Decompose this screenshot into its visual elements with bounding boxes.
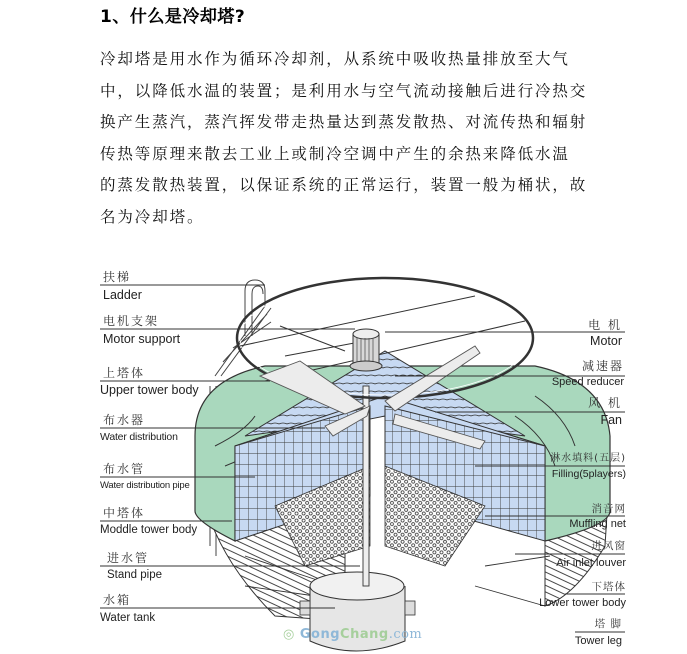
label-water-distribution-cn: 布水器 [103,413,146,427]
label-muffling-net-cn: 消音网 [591,503,626,515]
label-lower-tower-en: Lower tower body [539,597,626,609]
intro-paragraph [100,44,588,233]
label-middle-tower-en: Moddle tower body [100,524,198,536]
label-distribution-pipe-cn: 布水管 [103,462,146,476]
label-stand-pipe-en: Stand pipe [107,569,162,581]
label-motor-support-cn: 电机支架 [103,314,160,328]
label-tower-leg-cn: 塔 脚 [594,618,622,630]
label-motor-en: Motor [590,334,622,348]
label-upper-tower-en: Upper tower body [100,383,199,397]
label-upper-tower-cn: 上塔体 [103,366,146,380]
label-air-inlet-cn: 进风窗 [591,540,626,552]
label-fan-cn: 风 机 [588,396,622,410]
label-water-tank-en: Water tank [100,612,156,624]
label-filling-en: Filling(5players) [551,468,626,480]
watermark-logo-icon: ◎ [283,627,295,642]
paragraph-line: 中，以降低水温的装置；是利用水与空气流动接触后进行冷热交 [100,81,588,100]
paragraph-line: 换产生蒸汽，蒸汽挥发带走热量达到蒸发散热、对流传热和辐射 [100,113,588,131]
watermark: ◎ GongChang.com [283,627,423,642]
motor-icon [350,329,382,371]
label-fan-en: Fan [600,413,622,427]
label-water-tank-cn: 水箱 [103,593,132,607]
cooling-tower-diagram [95,266,640,654]
section-heading: 1、什么是冷却塔? [100,7,246,27]
label-ladder-cn: 扶梯 [103,270,132,284]
paragraph-line: 名为冷却塔。 [100,207,205,226]
label-lower-tower-cn: 下塔体 [591,581,626,593]
label-speed-reducer-cn: 减速器 [581,359,624,373]
label-stand-pipe-cn: 进水管 [107,551,150,565]
label-motor-cn: 电 机 [588,318,622,332]
label-distribution-pipe-en: Water distribution pipe [100,480,190,491]
label-speed-reducer-en: Speed reducer [551,376,624,388]
label-ladder-en: Ladder [103,288,142,302]
paragraph-line: 的蒸发散热装置，以保证系统的正常运行，装置一般为桶状，故 [100,176,588,194]
label-middle-tower-cn: 中塔体 [103,506,146,520]
label-filling-cn: 淋水填料(五层) [550,453,626,464]
paragraph-line: 传热等原理来散去工业上或制冷空调中产生的余热来降低水温 [100,144,570,163]
paragraph-line: 冷却塔是用水作为循环冷却剂，从系统中吸收热量排放至大气 [100,50,570,68]
label-air-inlet-en: Air inlet louver [556,557,626,569]
label-tower-leg-en: Tower leg [574,635,622,647]
label-water-distribution-en: Water distribution [100,431,178,443]
label-motor-support-en: Motor support [103,332,181,346]
label-muffling-net-en: Muffling net [569,518,626,530]
